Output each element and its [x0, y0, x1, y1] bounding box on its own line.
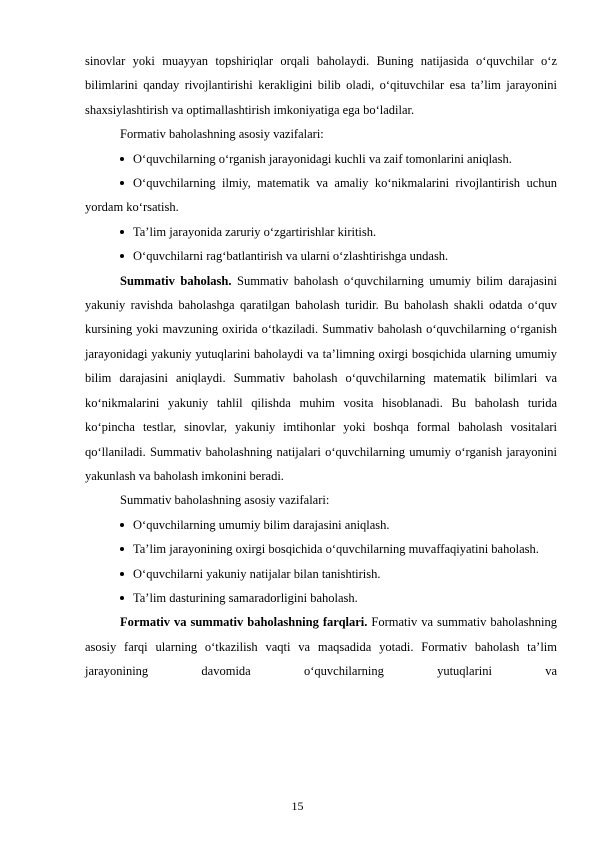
list-item: Ta’lim dasturining samaradorligini baholash.	[85, 586, 557, 610]
formative-tasks-list	[85, 147, 557, 269]
list-item: Ta’lim jarayonida zaruriy o‘zgartirishlar kiritish.	[85, 220, 557, 244]
bullet-icon	[120, 254, 124, 258]
bullet-icon	[120, 230, 124, 234]
list-item: O‘quvchilarni yakuniy natijalar bilan tanishtirish.	[85, 562, 557, 586]
page-number: 15	[291, 799, 304, 813]
bullet-icon	[120, 547, 124, 551]
list-item: Ta’lim jarayonining oxirgi bosqichida o‘quvchilarning muvaffaqiyatini baholash.	[85, 537, 557, 561]
list-item: O‘quvchilarni rag‘batlantirish va ularni o‘zlashtirishga undash.	[85, 244, 557, 268]
bullet-icon	[120, 181, 124, 185]
list-item: O‘quvchilarning ilmiy, matematik va amaliy ko‘nikmalarini rivojlantirish uchun yordam ko‘rsatish.	[85, 176, 557, 215]
paragraph-summative: Summativ baholash. Summativ baholash o‘quvchilarning umumiy bilim darajasini yakuniy ravishda baholashga qaratilgan baholash turidir. Bu baholash shakli odatda o‘quv kursining yoki mavzuning oxirida o‘tkaziladi. Summativ baholash o‘quvchilarning o‘rganish jarayonidagi yakuniy yutuqlarini baholaydi va ta’limning oxirgi bosqichida ularning umumiy bilim darajasini aniqlaydi. Summativ baholash o‘quvchilarning matematik bilimlari va ko‘nikmalarini yakuniy tahlil qilishda muhim vosita hisoblanadi. Bu baholash turida ko‘pincha testlar, sinovlar, yakuniy imtihonlar yoki boshqa formal baholash vositalari qo‘llaniladi. Summativ baholashning natijalari o‘quvchilarning umumiy o‘rganish jarayonini yakunlash va baholash imkonini beradi.	[85, 273, 557, 483]
paragraph-differences: Formativ va summativ baholashning farqlari. Formativ va summativ baholashning asosiy farqi ularning o‘tkazilish vaqti va maqsadida yotadi. Formativ baholash ta’lim jarayonining davomida o‘quvchilarning yutuqlarini va	[85, 615, 558, 679]
page-content	[85, 49, 557, 684]
bullet-icon	[120, 572, 124, 576]
paragraph-intro: sinovlar yoki muayyan topshiriqlar orqali baholaydi. Buning natijasida o‘quvchilar o‘z bilimlarini qanday rivojlantirishi kerakligini bilib oladi, o‘qituvchilar esa ta’lim jarayonini shaxsiylashtirish va optimallashtirish imkoniyatiga ega bo‘ladilar.	[85, 54, 557, 117]
summative-tasks-heading: Summativ baholashning asosiy vazifalari:	[120, 493, 330, 508]
bullet-icon	[120, 523, 124, 527]
section-title-differences: Formativ va summativ baholashning farqlari.	[120, 615, 368, 630]
section-title-summative: Summativ baholash.	[120, 273, 232, 288]
summative-tasks-list	[85, 513, 557, 611]
bullet-icon	[120, 596, 124, 600]
formative-tasks-heading: Formativ baholashning asosiy vazifalari:	[120, 127, 324, 142]
bullet-icon	[120, 157, 124, 161]
list-item: O‘quvchilarning umumiy bilim darajasini aniqlash.	[85, 513, 557, 537]
list-item: O‘quvchilarning o‘rganish jarayonidagi kuchli va zaif tomonlarini aniqlash.	[85, 147, 557, 171]
